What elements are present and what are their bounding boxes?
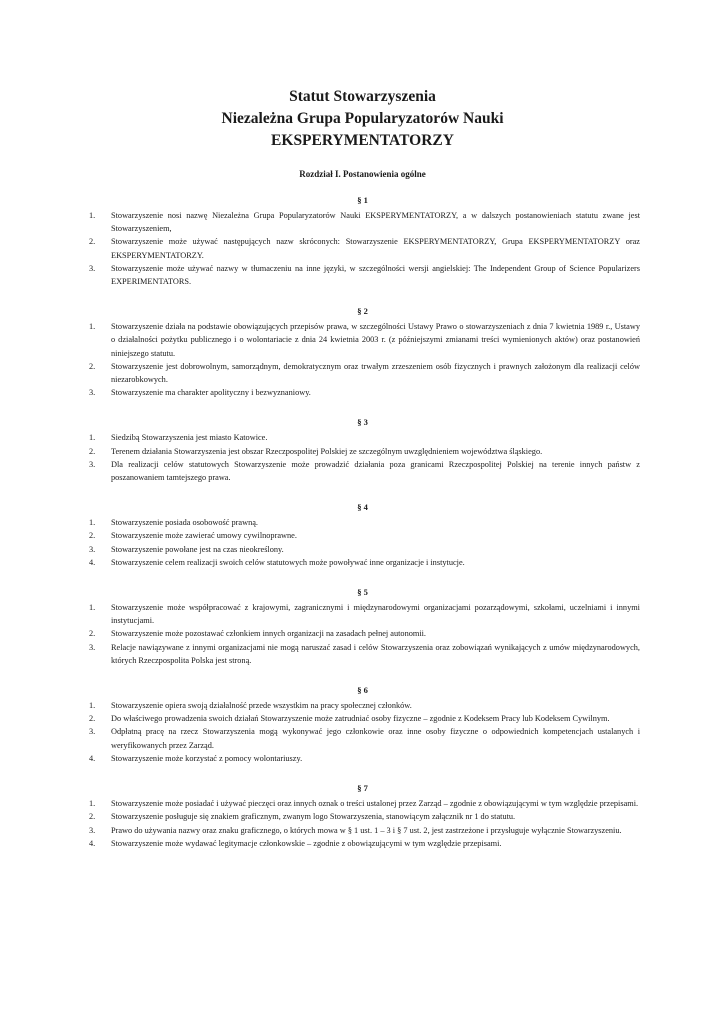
item-text: Stowarzyszenie może używać nazwy w tłumaczeniu na inne języki, w szczególności wersji angielskiej: The Independent Group of Science Popularizers EXPERIMENTATORS. [111, 263, 640, 287]
section [85, 306, 640, 399]
list-item [85, 516, 640, 529]
item-text: Do właściwego prowadzenia swoich działań Stowarzyszenie może zatrudniać osoby fizyczne – zgodnie z Kodeksem Pracy lub Kodeksem Cywilnym. [111, 714, 610, 724]
paragraph-list [85, 209, 640, 288]
section-heading: § 6 [357, 685, 368, 696]
title-line-3: EKSPERYMENTATORZY [271, 132, 454, 149]
item-number: 2. [89, 446, 96, 456]
item-number: 4. [89, 557, 96, 567]
list-item [85, 837, 640, 850]
list-item [85, 752, 640, 765]
list-item [85, 262, 640, 288]
item-text: Stowarzyszenie może wydawać legitymacje członkowskie – zgodnie z obowiązującymi w tym względzie przepisami. [111, 838, 502, 848]
list-item [85, 360, 640, 386]
list-item [85, 458, 640, 484]
item-text: Stowarzyszenie celem realizacji swoich celów statutowych może powoływać inne organizacje i instytucje. [111, 557, 465, 567]
list-item [85, 235, 640, 261]
list-item [85, 445, 640, 458]
item-text: Terenem działania Stowarzyszenia jest obszar Rzeczpospolitej Polskiej ze szczególnym uwzględnieniem województwa śląskiego. [111, 446, 543, 456]
section-heading: § 1 [357, 195, 368, 205]
item-text: Stowarzyszenie może zawierać umowy cywilnoprawne. [111, 531, 297, 541]
list-item [85, 824, 640, 837]
item-number: 1. [89, 603, 96, 613]
item-text: Stowarzyszenie nosi nazwę Niezależna Grupa Popularyzatorów Nauki EKSPERYMENTATORZY, a w dalszych postanowieniach statutu zwane jest Stowarzyszeniem, [111, 211, 640, 234]
item-text: Stowarzyszenie posługuje się znakiem graficznym, zwanym logo Stowarzyszenia, stanowiącym załącznik nr 1 do statutu. [111, 812, 516, 822]
section-heading: § 3 [357, 417, 368, 428]
item-text: Stowarzyszenie ma charakter apolityczny i bezwyznaniowy. [111, 388, 311, 398]
item-text: Stowarzyszenie posiada osobowość prawną. [111, 518, 258, 528]
item-text: Prawo do używania nazwy oraz znaku graficznego, o których mowa w § 1 ust. 1 – 3 i § 7 ust. 2, jest zastrzeżone i przysługuje wyłącznie Stowarzyszeniu. [111, 825, 622, 835]
item-number: 2. [89, 531, 96, 541]
item-number: 1. [89, 799, 96, 809]
paragraph-list [85, 431, 640, 484]
item-text: Dla realizacji celów statutowych Stowarzyszenie może prowadzić działania poza granicami Rzeczpospolitej Polskiej na terenie innych państw z poszanowaniem tamtejszego prawa. [111, 459, 640, 483]
list-item [85, 601, 640, 627]
list-item [85, 556, 640, 569]
item-number: 2. [89, 629, 96, 639]
list-item [85, 386, 640, 399]
section-heading: § 7 [357, 783, 368, 794]
list-item [85, 543, 640, 556]
paragraph-list [85, 699, 640, 765]
item-text: Stowarzyszenie opiera swoją działalność przede wszystkim na pracy społecznej członków. [111, 701, 412, 711]
title-line-2: Niezależna Grupa Popularyzatorów Nauki [221, 110, 504, 127]
item-text: Odpłatną pracę na rzecz Stowarzyszenia mogą wykonywać jego członkowie oraz inne osoby fizyczne o odpowiednich kompetencjach ustalanych i weryfikowanych przez Zarząd. [111, 727, 640, 750]
section [85, 417, 640, 484]
item-number: 2. [89, 237, 96, 247]
item-text: Stowarzyszenie może używać następujących nazw skróconych: Stowarzyszenie EKSPERYMENTATORZY, Grupa EKSPERYMENTATORZY oraz EKSPERYMENTATORZY. [111, 237, 640, 260]
item-number: 1. [89, 211, 96, 220]
section [85, 195, 640, 288]
item-number: 3. [89, 727, 96, 737]
item-number: 3. [89, 263, 96, 273]
paragraph-list [85, 320, 640, 399]
item-number: 1. [89, 322, 96, 332]
item-text: Stowarzyszenie może posiadać i używać pieczęci oraz innych oznak o treści ustalonej przez Zarząd – zgodnie z obowiązującymi w tym względzie przepisami. [111, 799, 639, 809]
section [85, 587, 640, 667]
item-number: 3. [89, 825, 96, 835]
list-item [85, 431, 640, 444]
item-number: 1. [89, 518, 96, 528]
paragraph-list [85, 601, 640, 667]
section-heading: § 4 [357, 502, 368, 513]
item-number: 1. [89, 433, 96, 443]
chapter-heading: Rozdział I. Postanowienia ogólne [299, 169, 426, 179]
list-item [85, 699, 640, 712]
item-number: 3. [89, 459, 96, 469]
item-number: 1. [89, 701, 96, 711]
list-item [85, 810, 640, 823]
list-item [85, 725, 640, 751]
item-text: Stowarzyszenie może korzystać z pomocy wolontariuszy. [111, 753, 303, 763]
paragraph-list [85, 516, 640, 569]
item-text: Stowarzyszenie powołane jest na czas nieokreślony. [111, 544, 284, 554]
item-number: 2. [89, 812, 96, 822]
item-text: Stowarzyszenie może pozostawać członkiem innych organizacji na zasadach pełnej autonomii. [111, 629, 427, 639]
document-title [85, 86, 640, 152]
item-number: 3. [89, 642, 96, 652]
title-line-1: Statut Stowarzyszenia [289, 88, 436, 105]
section-heading: § 2 [357, 306, 368, 317]
item-number: 3. [89, 544, 96, 554]
list-item [85, 627, 640, 640]
item-number: 4. [89, 838, 96, 848]
section [85, 685, 640, 765]
statute-content [85, 195, 640, 868]
list-item [85, 209, 640, 235]
section [85, 502, 640, 569]
paragraph-list [85, 797, 640, 850]
list-item [85, 641, 640, 667]
list-item [85, 712, 640, 725]
section-heading: § 5 [357, 587, 368, 598]
list-item [85, 797, 640, 810]
list-item [85, 320, 640, 360]
item-text: Relacje nawiązywane z innymi organizacjami nie mogą naruszać zasad i celów Stowarzyszenia oraz zobowiązań wynikających z umów międzynarodowych, których Rzeczpospolita Polska jest stroną. [111, 642, 640, 665]
item-text: Stowarzyszenie działa na podstawie obowiązujących przepisów prawa, w szczególności Ustawy Prawo o stowarzyszeniach z dnia 7 kwietnia 1989 r., Ustawy o działalności pożytku publicznego i o wolontariacie z dnia 24 kwietnia 2003 r. (z późniejszymi zmianami treści wymienionych aktów) oraz postanowień niniejszego statutu. [111, 322, 640, 358]
item-number: 3. [89, 388, 96, 398]
item-number: 4. [89, 753, 96, 763]
item-number: 2. [89, 714, 96, 724]
item-number: 2. [89, 361, 96, 371]
list-item [85, 529, 640, 542]
item-text: Stowarzyszenie może współpracować z krajowymi, zagranicznymi i międzynarodowymi organizacjami pozarządowymi, szkołami, uczelniami i innymi instytucjami. [111, 603, 640, 626]
item-text: Siedzibą Stowarzyszenia jest miasto Katowice. [111, 433, 268, 443]
section [85, 783, 640, 850]
item-text: Stowarzyszenie jest dobrowolnym, samorządnym, demokratycznym oraz trwałym zrzeszeniem osób fizycznych i prawnych założonym dla realizacji celów niezarobkowych. [111, 361, 640, 385]
